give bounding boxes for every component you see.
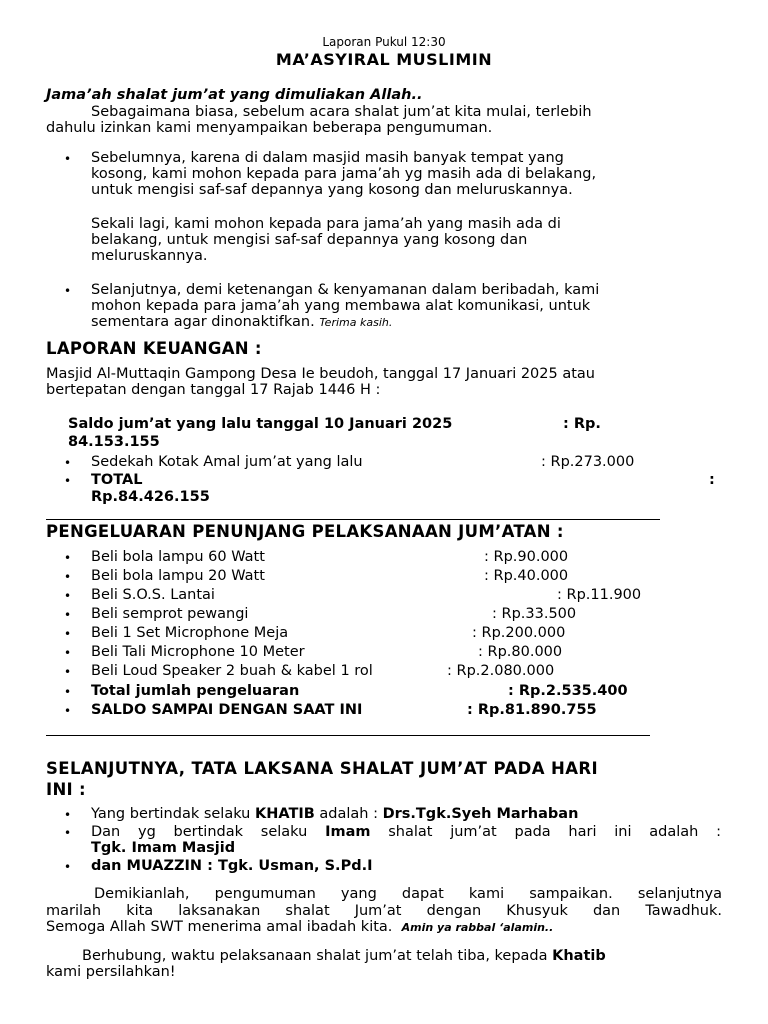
announcement-1-line-3: untuk mengisi saf-saf depannya yang kosong dan meluruskannya. (91, 182, 573, 198)
imam-prefix: Dan yg bertindak selaku (91, 824, 326, 840)
bullet-icon: • (64, 474, 72, 488)
donation-label: Sedekah Kotak Amal jum’at yang lalu (91, 454, 363, 470)
announcement-1-line-2: kosong, kami mohon kepada para jama’ah yg masih ada di belakang, (91, 166, 597, 182)
expense-total-value: : Rp.2.535.400 (508, 683, 628, 699)
expense-item-value: : Rp.11.900 (557, 587, 642, 603)
expenses-heading: PENGELUARAN PENUNJANG PELAKSANAAN JUM’ATAN : (46, 522, 564, 541)
closing-p2-text: Berhubung, waktu pelaksanaan shalat jum’at telah tiba, kepada (82, 948, 553, 964)
greeting: Jama’ah shalat jum’at yang dimuliakan Allah.. (46, 87, 423, 103)
total-sep: : (709, 472, 715, 488)
prev-balance-label: Saldo jum’at yang lalu tanggal 10 Januari 2025 (68, 416, 453, 432)
bullet-icon: • (64, 608, 72, 622)
procedure-heading-line-2: INI : (46, 780, 86, 799)
expense-item-label: Beli bola lampu 20 Watt (91, 568, 265, 584)
expense-item-value: : Rp.80.000 (478, 644, 563, 660)
finance-intro-line-1: Masjid Al-Muttaqin Gampong Desa Ie beudoh, tanggal 17 Januari 2025 atau (46, 366, 595, 382)
bullet-icon: • (64, 589, 72, 603)
bullet-icon: • (64, 627, 72, 641)
page-title: MA’ASYIRAL MUSLIMIN (275, 50, 493, 69)
bullet-icon: • (64, 570, 72, 584)
expense-item-value: : Rp.2.080.000 (447, 663, 555, 679)
amin-text: Amin ya rabbal ‘alamin.. (401, 921, 554, 934)
expense-item-label: Beli 1 Set Microphone Meja (91, 625, 289, 641)
bullet-icon: • (64, 456, 72, 470)
imam-line (91, 824, 721, 840)
announcement-1b-line-3: meluruskannya. (91, 248, 208, 264)
announcement-2-text: sementara agar dinonaktifkan. (91, 314, 315, 330)
finance-intro-line-2: bertepatan dengan tanggal 17 Rajab 1446 H : (46, 382, 381, 398)
closing-text-3: Semoga Allah SWT menerima amal ibadah kita. (46, 919, 393, 935)
announcement-1b-line-1: Sekali lagi, kami mohon kepada para jama’ah yang masih ada di (91, 216, 561, 232)
bullet-icon: • (64, 152, 72, 166)
expense-item-label: Beli bola lampu 60 Watt (91, 549, 265, 565)
closing-line-1 (46, 886, 722, 902)
announcement-1b-line-2: belakang, untuk mengisi saf-saf depannya yang kosong dan (91, 232, 528, 248)
khatib-line (91, 806, 578, 822)
divider (46, 519, 660, 520)
khatib-name: Drs.Tgk.Syeh Marhaban (382, 806, 579, 822)
announcement-2-line-3 (91, 314, 392, 330)
closing-line-3 (46, 919, 553, 935)
imam-name: Tgk. Imam Masjid (91, 840, 236, 856)
prev-balance-value: 84.153.155 (68, 434, 160, 450)
total-label: TOTAL (91, 472, 143, 488)
closing-p2-khatib: Khatib (552, 948, 606, 964)
intro-line-2: dahulu izinkan kami menyampaikan beberapa pengumuman. (46, 120, 493, 136)
expense-item-value: : Rp.33.500 (492, 606, 577, 622)
procedure-heading-line-1: SELANJUTNYA, TATA LAKSANA SHALAT JUM’AT PADA HARI (46, 759, 599, 778)
expense-item-label: Beli semprot pewangi (91, 606, 249, 622)
balance-label: SALDO SAMPAI DENGAN SAAT INI (91, 702, 363, 718)
bullet-icon: • (64, 551, 72, 565)
expense-item-value: : Rp.40.000 (484, 568, 569, 584)
announcement-1-line-1: Sebelumnya, karena di dalam masjid masih banyak tempat yang (91, 150, 564, 166)
expense-item-label: Beli Tali Microphone 10 Meter (91, 644, 305, 660)
expense-item-label: Beli Loud Speaker 2 buah & kabel 1 rol (91, 663, 373, 679)
prev-balance-sep: : Rp. (563, 416, 601, 432)
expense-item-value: : Rp.200.000 (472, 625, 566, 641)
expense-item-value: : Rp.90.000 (484, 549, 569, 565)
khatib-prefix: Yang bertindak selaku (91, 806, 255, 822)
announcement-2-line-2: mohon kepada para jama’ah yang membawa alat komunikasi, untuk (91, 298, 591, 314)
report-time: Laporan Pukul 12:30 (322, 35, 446, 49)
bullet-icon: • (64, 808, 72, 822)
khatib-role: KHATIB (254, 806, 315, 822)
muazzin-line: dan MUAZZIN : Tgk. Usman, S.Pd.I (91, 858, 373, 874)
expense-item-label: Beli S.O.S. Lantai (91, 587, 215, 603)
bullet-icon: • (64, 826, 72, 840)
closing-line-2: marilah kita laksanakan shalat Jum’at dengan Khusyuk dan Tawadhuk. (46, 903, 722, 919)
bullet-icon: • (64, 646, 72, 660)
bullet-icon: • (64, 860, 72, 874)
thanks-text: Terima kasih. (319, 316, 393, 329)
divider (46, 735, 650, 736)
finance-heading: LAPORAN KEUANGAN : (46, 339, 262, 358)
total-value: Rp.84.426.155 (91, 489, 210, 505)
closing-p2-line-2: kami persilahkan! (46, 964, 176, 980)
khatib-mid: adalah : (314, 806, 383, 822)
bullet-icon: • (64, 704, 72, 718)
expense-total-label: Total jumlah pengeluaran (91, 683, 300, 699)
closing-p2-line-1 (82, 948, 606, 964)
bullet-icon: • (64, 665, 72, 679)
bullet-icon: • (64, 284, 72, 298)
announcement-2-line-1: Selanjutnya, demi ketenangan & kenyamanan dalam beribadah, kami (91, 282, 600, 298)
balance-value: : Rp.81.890.755 (467, 702, 597, 718)
intro-line-1: Sebagaimana biasa, sebelum acara shalat jum’at kita mulai, terlebih (91, 104, 592, 120)
closing-text-1: Demikianlah, pengumuman yang dapat kami sampaikan. selanjutnya (94, 886, 722, 902)
bullet-icon: • (64, 685, 72, 699)
imam-role: Imam (325, 824, 371, 840)
imam-mid: shalat jum’at pada hari ini adalah : (370, 824, 721, 840)
donation-value: : Rp.273.000 (541, 454, 635, 470)
